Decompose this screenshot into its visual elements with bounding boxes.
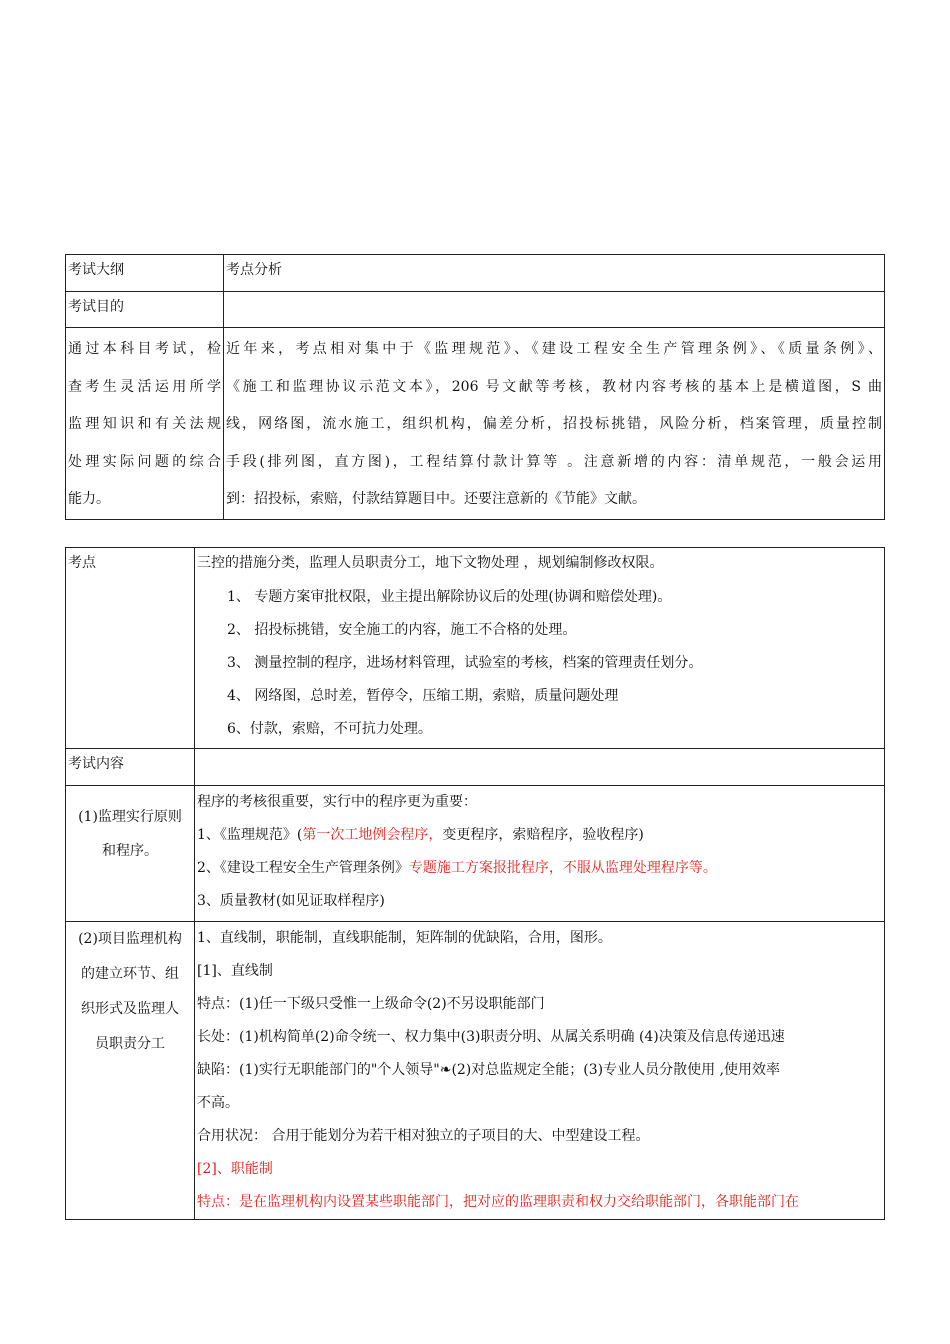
row2-label-cell — [66, 922, 195, 1220]
exam-outline-table — [65, 254, 885, 520]
analysis-text-cell — [224, 328, 885, 520]
purpose-line: 查考生灵活运用所学 — [68, 378, 221, 395]
row1-text: 1、《监理规范》( — [197, 827, 303, 843]
row1-line: 3、质量教材(如见证取样程序) — [197, 893, 385, 909]
purpose-line: 通过本科目考试，检 — [68, 341, 221, 357]
purpose-text-cell — [66, 328, 224, 520]
row2-line: 特点：(1)任一下级只受惟一上级命令(2)不另设职能部门 — [197, 996, 545, 1012]
row2-line: 长处：(1)机构简单(2)命令统一、权力集中(3)职责分明、从属关系明确 (4)决策及信息传递迅速 — [197, 1029, 785, 1045]
kaodian-item: 1、 专题方案审批权限，业主提出解除协议后的处理(协调和赔偿处理)。 — [227, 589, 672, 605]
row2-line-red: 特点：是在监理机构内设置某些职能部门，把对应的监理职责和权力交给职能部门，各职能部门在 — [197, 1194, 799, 1210]
kaodian-item: 3、 测量控制的程序，进场材料管理，试验室的考核，档案的管理责任划分。 — [227, 655, 703, 671]
purpose-empty-cell — [224, 292, 885, 328]
content-label: 考试内容 — [68, 756, 124, 772]
analysis-line: 近年来，考点相对集中于《监理规范》、《建设工程安全生产管理条例》、《质量条例》、 — [226, 341, 882, 357]
row1-highlight: 专题施工方案报批程序，不服从监理处理程序等。 — [408, 860, 717, 876]
row2-line: 合用状况： 合用于能划分为若干相对独立的子项目的大、中型建设工程。 — [197, 1128, 650, 1144]
row2-line: 不高。 — [197, 1095, 239, 1111]
analysis-line: 线，网络图，流水施工，组织机构，偏差分析，招投标挑错，风险分析，档案管理，质量控制 — [226, 416, 882, 433]
row2-line-red: [2]、职能制 — [197, 1161, 273, 1177]
header-outline: 考试大纲 — [68, 262, 124, 278]
exam-content-table — [65, 547, 885, 1220]
purpose-line: 监理知识和有关法规 — [68, 416, 221, 433]
row2-line: [1]、直线制 — [197, 963, 273, 979]
header-outline-cell — [66, 255, 224, 292]
row1-line: 程序的考核很重要，实行中的程序更为重要： — [197, 794, 477, 810]
kaodian-item: 2、 招投标挑错，安全施工的内容，施工不合格的处理。 — [227, 622, 577, 638]
kaodian-text-cell — [195, 548, 885, 749]
header-analysis: 考点分析 — [226, 262, 282, 278]
kaodian-label: 考点 — [68, 555, 96, 571]
row1-label-line: 和程序。 — [102, 843, 158, 859]
kaodian-label-cell — [66, 548, 195, 749]
analysis-line: 《施工和监理协议示范文本》，206 号文献等考核，教材内容考核的基本上是横道图，S 曲 — [226, 378, 882, 395]
purpose-label: 考试目的 — [68, 299, 124, 315]
purpose-line: 处理实际问题的综合 — [68, 453, 221, 470]
analysis-line: 手段(排列图，直方图)，工程结算付款计算等 。注意新增的内容：清单规范，一般会运用 — [226, 453, 882, 470]
row1-text: 变更程序，索赔程序，验收程序) — [442, 827, 644, 843]
content-empty-cell — [195, 749, 885, 786]
row1-label-cell — [66, 786, 195, 922]
row2-line: 1、直线制，职能制，直线职能制，矩阵制的优缺陷，合用，图形。 — [197, 930, 612, 946]
row2-label-line: 员职责分工 — [95, 1036, 165, 1052]
purpose-line: 能力。 — [68, 491, 110, 508]
row1-line-monitor-spec — [197, 819, 882, 852]
row1-text: 2、《建设工程安全生产管理条例》 — [197, 860, 409, 876]
row1-label-line: (1)监理实行原则 — [78, 809, 182, 825]
row2-label-line: 的建立环节、组 — [81, 966, 179, 982]
kaodian-item: 4、 网络图，总时差，暂停令，压缩工期，索赔，质量问题处理 — [227, 688, 619, 704]
row1-text-cell — [195, 786, 885, 922]
content-label-cell — [66, 749, 195, 786]
row2-text-cell — [195, 922, 885, 1220]
row1-highlight: 第一次工地例会程序， — [302, 827, 443, 843]
row1-line-safety-regulation — [197, 852, 882, 885]
row2-label-line: (2)项目监理机构 — [78, 931, 182, 947]
kaodian-item: 6、付款，索赔，不可抗力处理。 — [227, 721, 432, 737]
header-analysis-cell — [224, 255, 885, 292]
row2-line: 缺陷：(1)实行无职能部门的"个人领导"❧(2)对总监规定全能；(3)专业人员分散使用 ,使用效率 — [197, 1062, 781, 1078]
kaodian-line: 三控的措施分类，监理人员职责分工，地下文物处理 ，规划编制修改权限。 — [197, 555, 664, 571]
purpose-label-cell — [66, 292, 224, 328]
row2-label-line: 织形式及监理人 — [81, 1001, 179, 1017]
analysis-line: 到：招投标，索赔，付款结算题目中。还要注意新的《节能》文献。 — [226, 491, 646, 508]
